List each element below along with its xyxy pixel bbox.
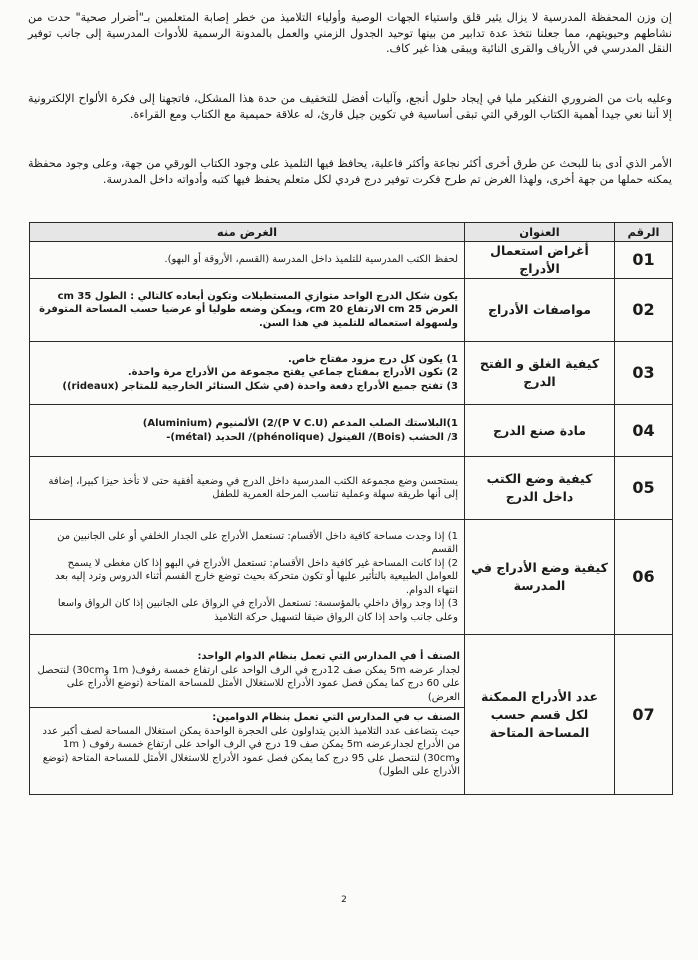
row-title: كيفية وضع الكتب داخل الدرج (465, 457, 615, 520)
intro-paragraph-3: الأمر الذي أدى بنا للبحث عن طرق أخرى أكثر نجاعة وأكثر فاعلية، يحافظ فيها التلميذ على وجود الكتاب الورقي من جهة، وعلى وجود محفظة يمكنه حملها من جهة أخرى، ولهذا الغرض تم طرح فكرت توفير درج فردي لكل متعلم يحفظ فيها كتبه وأدواته داخل المدرسة. (28, 157, 672, 186)
category-b-cell (30, 707, 464, 782)
description-line: 3) تفتح جميع الأدراج دفعة واحدة (في شكل الستائر الخارجية للمتاجر (rideaux)) (62, 380, 458, 392)
description-line: 3) إذا وجد رواق داخلي بالمؤسسة: تستعمل الأدراج في الرواق على الجانبين إذا كان الرواق واسعا وعلى جانب واحد إذا كان الرواق ضيقا لتسهيل حركة التلاميذ (57, 598, 458, 623)
table-row (30, 279, 673, 342)
header-num: الرقم (615, 223, 673, 242)
description-line: لحفظ الكتب المدرسية للتلميذ داخل المدرسة (القسم، الأروقة أو البهو). (164, 254, 458, 266)
category-b-text: حيث يتضاعف عدد التلاميذ الذين يتداولون على الحجرة الواحدة يمكن استغلال المساحة لصف أكبر عدد من الأدراج لجدارعرضه 5m يمكن صف 19 درج في الرف الواحد على ارتفاع خمسة رفوف ( 1m و30cm) لنتحصل على 95 درج كما يمكن فصل عمود الأدراج للاستغلال الأمثل للمساحة المتاحة (توضع الأدراج على الطول) (42, 725, 460, 778)
row-description (30, 342, 465, 405)
description-line: 1) يكون كل درج مزود مفتاح خاص. (287, 353, 458, 365)
row-title: مادة صنع الدرج (465, 405, 615, 457)
table-row (30, 457, 673, 520)
description-line: 1)البلاستك الصلب المدعم (P V C.U)/2) الألمنيوم (Aluminium) (142, 418, 458, 429)
table-row (30, 405, 673, 457)
category-b-heading: الصنف ب في المدارس التي تعمل بنظام الدوامين: (212, 712, 460, 724)
row-title: عدد الأدراج الممكنة لكل قسم حسب المساحة المتاحة (465, 635, 615, 795)
header-purpose: الغرض منه (30, 223, 465, 242)
table-row (30, 520, 673, 635)
row-number: 06 (615, 520, 673, 635)
table-header-row (30, 223, 673, 242)
row-number: 05 (615, 457, 673, 520)
table-row (30, 635, 673, 795)
row-title: كيفية الغلق و الفتح الدرج (465, 342, 615, 405)
row-description (30, 242, 465, 279)
row-number: 03 (615, 342, 673, 405)
category-a-heading: الصنف أ في المدارس التي تعمل بنظام الدوام الواحد: (197, 651, 460, 663)
row-description (30, 635, 465, 795)
row-description (30, 457, 465, 520)
row-number: 01 (615, 242, 673, 279)
intro-paragraph-1: إن وزن المحفظة المدرسية لا يزال يثير قلق واستياء الجهات الوصية وأولياء التلاميذ من خطر إصابة المتعلمين بـ"أضرار صحية" حدت من نشاطهم وحيويتهم، مما جعلنا نتخذ عدة تدابير من بينها توحيد الجدول الزمني والعمل بالمدونة الرسمية للأدوات المدرسية إلى جانب توفير النقل المدرسي في الأرياف والقرى النائية ويبقى هذا غير كاف. (28, 11, 672, 56)
row-title: مواصفات الأدراج (465, 279, 615, 342)
description-line: 2) تكون الأدراج بمفتاح جماعي يفتح مجموعة من الأدراج مرة واحدة. (127, 367, 458, 379)
table-row (30, 242, 673, 279)
row-number: 04 (615, 405, 673, 457)
row-title: أغراض استعمال الأدراج (465, 242, 615, 279)
intro-paragraph-2: وعليه بات من الضروري التفكير مليا في إيجاد حلول أنجع، وآليات أفضل للتخفيف من حدة هذا المشكل، فاتجهنا إلى فكرة الألواح الإلكترونية إلا أننا نعي جيدا أهمية الكتاب الورقي التي تبقى أساسية في تكوين جيل قارئ، له علاقة حميمية مع الكتاب ومع القراءة. (28, 92, 672, 121)
table-row (30, 342, 673, 405)
description-line: يستحسن وضع مجموعة الكتب المدرسية داخل الدرج في وضعية أفقية حتى لا تأخذ حيزا كبيرا، إضافة إلى أنها طريقة سهلة وعملية تناسب المرحلة العمرية للطفل (48, 475, 458, 500)
row-number: 02 (615, 279, 673, 342)
header-title: العنوان (465, 223, 615, 242)
category-a-text: لجدار عرضه 5m يمكن صف 12درج في الرف الواحد على ارتفاع خمسة رفوف( 1m و30cm) لنتحصل على 60 درج كما يمكن فصل عمود الأدراج للاستغلال الأمثل للمساحة المتاحة (توضع الأدراج على العرض) (37, 664, 460, 703)
row-number: 07 (615, 635, 673, 795)
row-description (30, 405, 465, 457)
description-line: 1) إذا وجدت مساحة كافية داخل الأقسام: تستعمل الأدراج على الجدار الخلفي أو على الجانبين من القسم (57, 530, 458, 556)
row-description (30, 520, 465, 635)
description-line: 2) إذا كانت المساحة غير كافية داخل الأقسام: تستعمل الأدراج في البهو إذا كان مغطى لا يسمح للعوامل الطبيعية بالتأثير عليها أو تكون متحركة بحيث توضع خارج القسم أثناء الدروس وترد إليه بعد انتهاء الدوام. (55, 557, 458, 596)
description-line: 3/ الخشب (Bois)/ الفينول (phénolique)/ الحديد (métal)- (166, 431, 458, 443)
row-title: كيفية وضع الأدراج في المدرسة (465, 520, 615, 635)
description-line: يكون شكل الدرج الواحد متوازي المستطيلات وتكون أبعاده كالتالي : الطول 35 cm العرض 25 cm الارتفاع 20 cm، ويمكن وضعه طوليا أو عرضيا حسب المساحة المتوفرة ولسهولة استعماله للتلميذ في هذا السن. (39, 290, 458, 329)
drawer-specs-table (29, 222, 673, 795)
page-number: 2 (341, 895, 347, 905)
row-description (30, 279, 465, 342)
category-a-cell (30, 647, 464, 707)
